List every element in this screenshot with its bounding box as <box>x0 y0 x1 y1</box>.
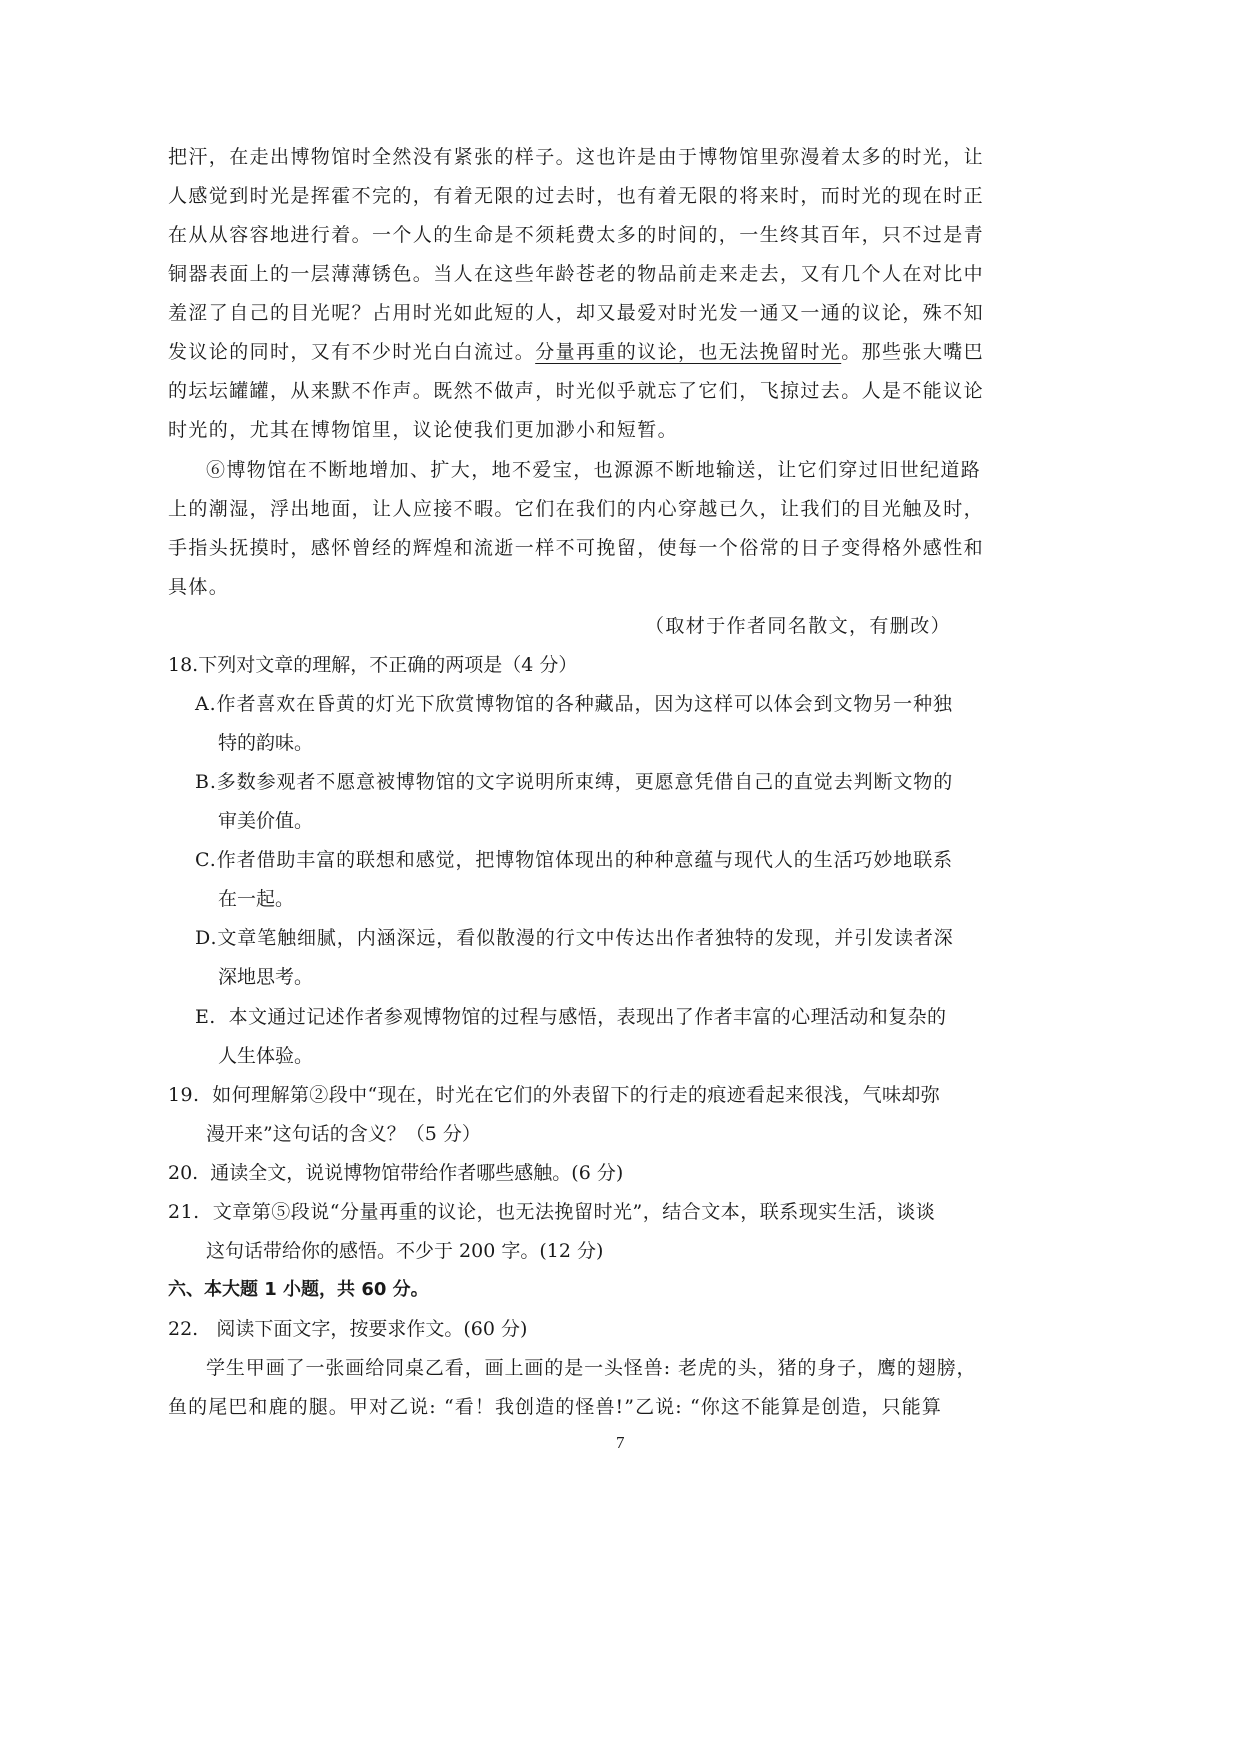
option-d: D.文章笔触细腻，内涵深远，看似散漫的行文中传达出作者独特的发现，并引发读者深 <box>195 927 954 949</box>
question-stem-cont: 这句话带给你的感悟。不少于 200 字。(12 分) <box>206 1240 604 1262</box>
paragraph-line: 把汗，在走出博物馆时全然没有紧张的样子。这也许是由于博物馆里弥漫着太多的时光，让 <box>168 146 985 168</box>
question-stem: 19. 如何理解第②段中“现在，时光在它们的外表留下的行走的痕迹看起来很浅，气味却弥 <box>168 1084 941 1106</box>
option-a-cont: 特的韵味。 <box>218 732 314 754</box>
option-d-cont: 深地思考。 <box>218 966 314 988</box>
question-stem: 22. 阅读下面文字，按要求作文。(60 分) <box>168 1318 528 1340</box>
paragraph-line: 羞涩了自己的目光呢？占用时光如此短的人，却又最爱对时光发一通又一通的议论，殊不知 <box>168 302 985 324</box>
prompt-line: 学生甲画了一张画给同桌乙看，画上画的是一头怪兽: 老虎的头，猪的身子，鹰的翅膀， <box>206 1357 977 1379</box>
option-e: E. 本文通过记述作者参观博物馆的过程与感悟，表现出了作者丰富的心理活动和复杂的 <box>195 1006 947 1028</box>
page-number: 7 <box>616 1433 625 1452</box>
question-stem: 18.下列对文章的理解，不正确的两项是（4 分） <box>168 654 578 676</box>
paragraph-line <box>168 339 984 365</box>
section-heading: 六、本大题 1 小题，共 60 分。 <box>168 1279 429 1300</box>
option-b: B.多数参观者不愿意被博物馆的文字说明所束缚，更愿意凭借自己的直觉去判断文物的 <box>195 771 954 793</box>
source-note: （取材于作者同名散文，有删改） <box>645 615 952 637</box>
paragraph-line: 手指头抚摸时，感怀曾经的辉煌和流逝一样不可挽留，使每一个俗常的日子变得格外感性和 <box>168 537 985 559</box>
paragraph-line: 在从从容容地进行着。一个人的生命是不须耗费太多的时间的，一生终其百年，只不过是青 <box>168 224 985 246</box>
option-b-cont: 审美价值。 <box>218 810 314 832</box>
paragraph-line: 的坛坛罐罐，从来默不作声。既然不做声，时光似乎就忘了它们，飞掠过去。人是不能议论 <box>168 380 985 402</box>
question-stem: 21. 文章第⑤段说“分量再重的议论，也无法挽留时光”，结合文本，联系现实生活，谈谈 <box>168 1201 936 1223</box>
prompt-line: 鱼的尾巴和鹿的腿。甲对乙说: “看！我创造的怪兽!”乙说: “你这不能算是创造，只能算 <box>168 1396 942 1418</box>
paragraph-text: 发议论的同时，又有不少时光白白流过。 <box>168 341 536 363</box>
paragraph-line: 人感觉到时光是挥霍不完的，有着无限的过去时，也有着无限的将来时，而时光的现在时正 <box>168 185 985 207</box>
question-stem-cont: 漫开来”这句话的含义？（5 分） <box>206 1123 481 1145</box>
option-e-cont: 人生体验。 <box>218 1045 314 1067</box>
option-c-cont: 在一起。 <box>218 888 295 910</box>
paragraph-line: 铜器表面上的一层薄薄锈色。当人在这些年龄苍老的物品前走来走去，又有几个人在对比中 <box>168 263 985 285</box>
option-c: C.作者借助丰富的联想和感觉，把博物馆体现出的种种意蕴与现代人的生活巧妙地联系 <box>195 849 954 871</box>
paragraph-text: 。那些张大嘴巴 <box>841 341 985 363</box>
paragraph-line: 具体。 <box>168 576 230 598</box>
paragraph-line: 时光的，尤其在博物馆里，议论使我们更加渺小和短暂。 <box>168 419 679 441</box>
paragraph-line: ⑥博物馆在不断地增加、扩大，地不爱宝，也源源不断地输送，让它们穿过旧世纪道路 <box>206 459 982 481</box>
underlined-sentence: 分量再重的议论，也无法挽留时光 <box>535 341 842 363</box>
question-20: 20. 通读全文，说说博物馆带给作者哪些感触。(6 分) <box>168 1162 624 1184</box>
paragraph-line: 上的潮湿，浮出地面，让人应接不暇。它们在我们的内心穿越已久，让我们的目光触及时， <box>168 498 985 520</box>
option-a: A.作者喜欢在昏黄的灯光下欣赏博物馆的各种藏品，因为这样可以体会到文物另一种独 <box>195 693 953 715</box>
